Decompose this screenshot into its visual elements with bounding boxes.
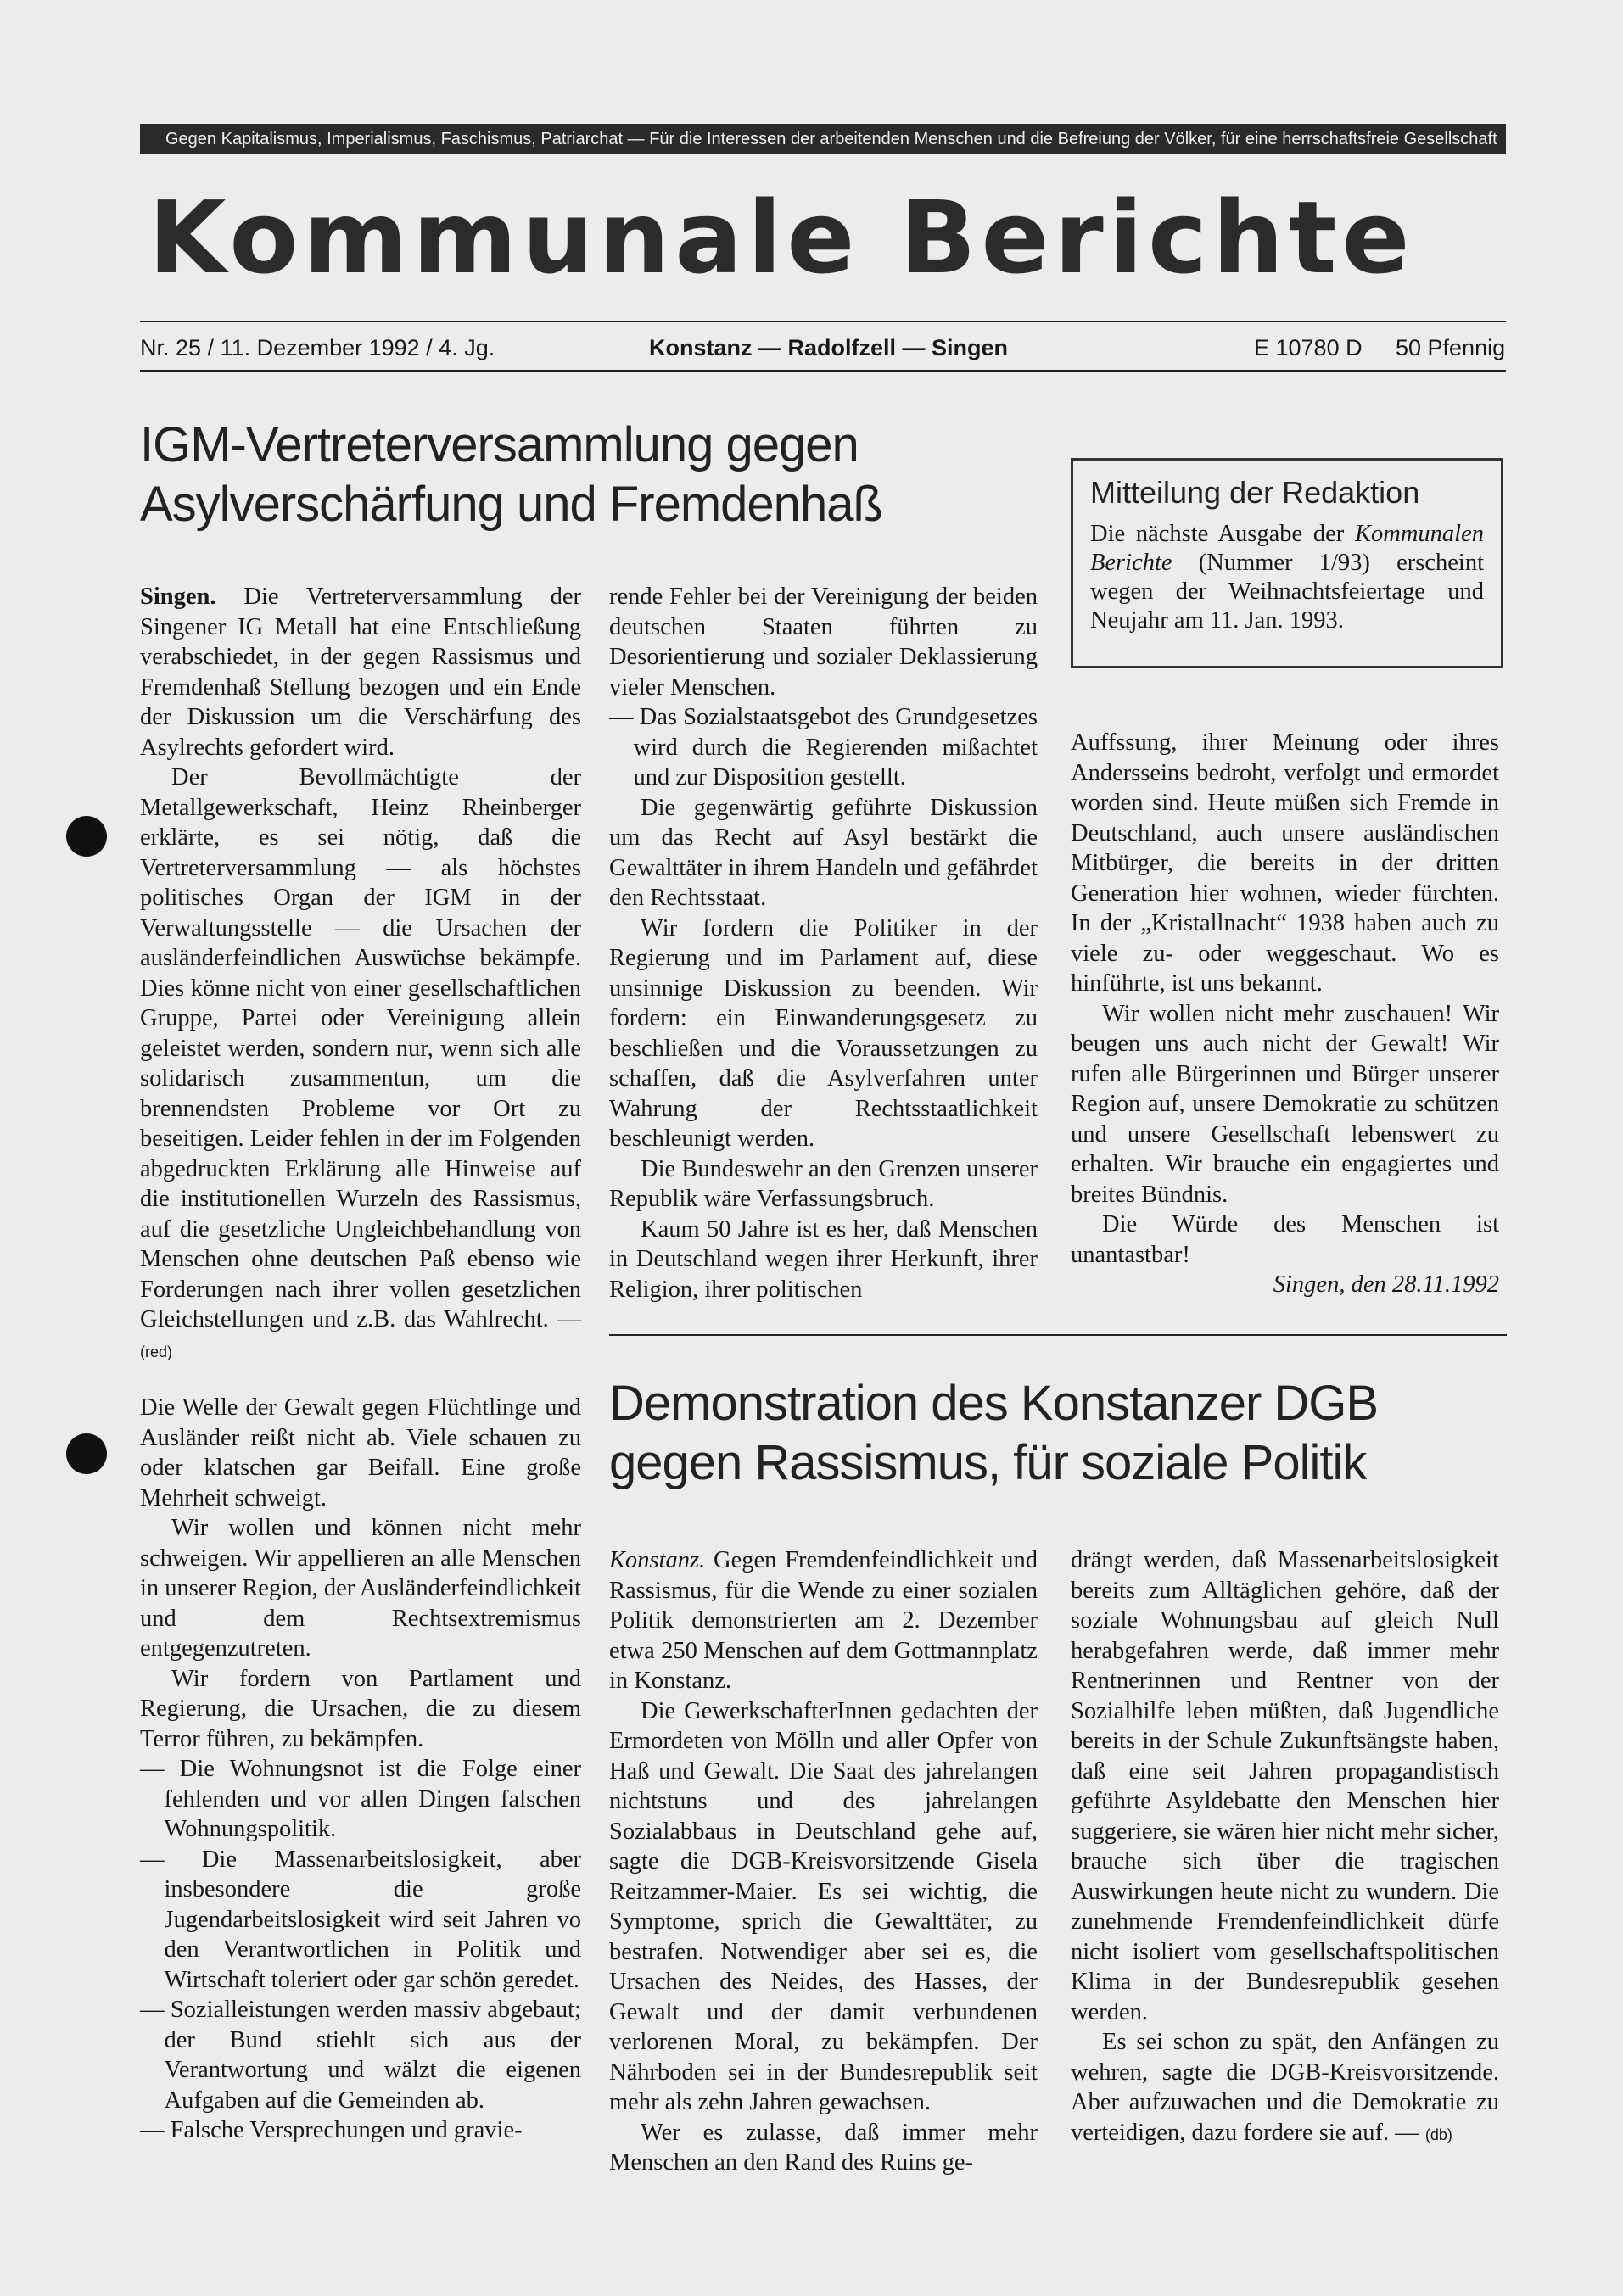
paragraph: Wir fordern von Partlament und Regierung, die Ursachen, die zu diesem Terror führen, zu bekämpfen. — [140, 1665, 581, 1752]
article1-column1 — [140, 582, 581, 2146]
paragraph — [140, 763, 581, 1367]
paragraph: Die Bundeswehr an den Grenzen unserer Republik wäre Verfassungsbruch. — [609, 1155, 1038, 1212]
paragraph: — Falsche Versprechungen und gravie- — [140, 2117, 523, 2143]
paragraph: Wir fordern die Politiker in der Regierung und im Parlament auf, diese unsinnige Diskussion zu beenden. Wir fordern: ein Einwanderungsgesetz zu beschließen und die Voraussetzungen zu schaffen, daß die Asylverfahren unter Wahrung der Rechtsstaatlichkeit beschleunigt werden. — [609, 914, 1038, 1152]
paragraph: Die Würde des Menschen ist unantastbar! — [1071, 1211, 1499, 1268]
paragraph: Wer es zulasse, daß immer mehr Menschen an den Rand des Ruins ge- — [609, 2119, 1038, 2176]
article2-column2 — [1071, 1545, 1499, 2150]
slogan-bar: Gegen Kapitalismus, Imperialismus, Faschismus, Patriarchat — Für die Interessen der arbeitenden Menschen und die Befreiung der Völker, für eine herrschaftsfreie Gesellschaft — [140, 124, 1506, 154]
notice-text-post: (Nummer 1/93) erscheint wegen der Weihnachtsfeiertage und Neujahr am 11. Jan. 1993. — [1090, 550, 1484, 634]
article2-headline-line1: Demonstration des Konstanzer DGB — [609, 1376, 1379, 1431]
paragraph: — Sozialleistungen werden massiv abgebaut; der Bund stiehlt sich aus der Verantwortung und wälzt die eigenen Aufgaben auf die Gemeinden ab. — [140, 1997, 581, 2114]
article1-column3 — [1071, 728, 1499, 1300]
paragraph: Die GewerkschafterInnen gedachten der Ermordeten von Mölln und aller Opfer von Haß und Gewalt. Die Saat des jahrelangen nichtstuns und des jahrelangen Sozialabbaus in Deutschland gehe auf, sagte die DGB-Kreisvorsitzende Gisela Reitzammer-Maier. Es sei wichtig, die Symptome, sprich die Gewalttäter, zu bestrafen. Notwendiger aber sei es, die Ursachen des Neides, des Hasses, der Gewalt und der damit verbundenen verlorenen Moral, zu bekämpfen. Der Nährboden sei in der Bundesrepublik seit mehr als zehn Jahren gewachsen. — [609, 1697, 1038, 2115]
article1-intro-text: Die Vertreterversammlung der Singener IG Metall hat eine Entschließung verabschiedet, in der gegen Rassismus und Fremdenhaß Stellung bezogen und ein Ende der Diskussion um die Verschärfung des Asylrechts gefordert wird. — [140, 584, 581, 761]
price-info: 50 Pfennig — [1396, 335, 1506, 360]
notice-title: Mitteilung der Redaktion — [1090, 475, 1420, 510]
article1-dateline: Singen. — [140, 584, 216, 610]
rule-under-info — [140, 370, 1506, 372]
author-tag: (db) — [1424, 2126, 1452, 2143]
paragraph: drängt werden, daß Massenarbeitslosigkeit bereits zum Alltäglichen gehöre, daß der soziale Wohnungsbau auf gleich Null herabgefahren werde, daß immer mehr Rentnerinnen und Rentner von der Sozialhilfe leben müßten, daß Jugendliche bereits in der Schule Zukunftsängste haben, daß eine seit Jahren propagandistisch geführte Asyldebatte den Menschen hier suggeriere, sie wären hier nicht mehr sicher, brauche sich über die tragischen Auswirkungen heute nicht zu wundern. Die zunehmende Fremdenfeindlichkeit dürfe nicht isoliert vom gesellschaftspolitischen Klima in der Bundesrepublik gesehen werden. — [1071, 1547, 1499, 2025]
notice-text-italic: Kommunalen Berichte — [1090, 521, 1484, 576]
paragraph: Die Welle der Gewalt gegen Flüchtlinge und Ausländer reißt nicht ab. Viele schauen zu oder klatschen gar Beifall. Eine große Mehrheit schweigt. — [140, 1394, 581, 1511]
binder-hole-bottom — [66, 1433, 107, 1474]
rule-top — [140, 321, 1506, 322]
paragraph: Wir wollen und können nicht mehr schweigen. Wir appellieren an alle Menschen in unserer Region, der Ausländerfeindlichkeit und dem Rechtsextremismus entgegenzutreten. — [140, 1515, 581, 1662]
paragraph: — Die Massenarbeitslosigkeit, aber insbesondere die große Jugendarbeitslosigkeit wird seit Jahren vo den Verantwortlichen in Politik und Wirtschaft toleriert oder gar schön geredet. — [140, 1846, 581, 1993]
notice-text-pre: Die nächste Ausgabe der — [1090, 521, 1355, 547]
paragraph: rende Fehler bei der Vereinigung der beiden deutschen Staaten führten zu Desorientierung und sozialer Deklassierung vieler Menschen. — [609, 584, 1038, 701]
paragraph-text: Der Bevollmächtigte der Metallgewerkschaft, Heinz Rheinberger erklärte, es sei nötig, daß die Vertreterversammlung — als höchstes politisches Organ der IGM in der Verwaltungsstelle — die Ursachen der ausländerfeindlichen Auswüchse bekämpfe. Dies könne nicht von einer gesellschaftlichen Gruppe, Partei oder Vereinigung allein geleistet werden, sondern nur, wenn sich alle solidarisch zusammentun, um die brennendsten Probleme vor Ort zu beseitigen. Leider fehlen in der im Folgenden abgedruckten Erklärung alle Hinweise auf die institutionellen Wurzeln des Rassismus, auf die gesetzliche Ungleichbehandlung von Menschen ohne deutschen Paß ebenso wie Forderungen nach ihrer vollen gesetzlichen Gleichstellungen und z.B. das Wahlrecht. — — [140, 764, 581, 1332]
article1-intro — [140, 582, 581, 763]
article2-dateline: Konstanz. — [609, 1547, 706, 1573]
paragraph: — Die Wohnungsnot ist die Folge einer fehlenden und vor allen Dingen falschen Wohnungspolitik. — [140, 1756, 581, 1842]
postal-code: E 10780 D — [1254, 335, 1363, 360]
article2-intro — [609, 1545, 1038, 1696]
paragraph: Die gegenwärtig geführte Diskussion um das Recht auf Asyl bestärkt die Gewalttäter in ihrem Handeln und gefährdet den Rechtsstaat. — [609, 794, 1038, 911]
paragraph — [1071, 2027, 1499, 2150]
editorial-notice-box — [1071, 458, 1503, 668]
article1-headline-line2: Asylverschärfung und Fremdenhaß — [140, 477, 882, 532]
notice-text — [1090, 520, 1484, 635]
paragraph: Wir wollen nicht mehr zuschauen! Wir beugen uns auch nicht der Gewalt! Wir rufen alle Bürgerinnen und Bürger unserer Region auf, unsere Demokratie zu schützen und unsere Gesellschaft lebenswert zu erhalten. Wir brauche ein engagiertes und breites Bündnis. — [1071, 1000, 1499, 1208]
rule-between-articles — [609, 1334, 1507, 1336]
paragraph-text: Es sei schon zu spät, den Anfängen zu wehren, sagte die DGB-Kreisvorsitzende. Aber aufzuwachen und die Demokratie zu verteidigen, dazu fordere sie auf. — — [1071, 2029, 1499, 2146]
paragraph: Auffssung, ihrer Meinung oder ihres Andersseins bedroht, verfolgt und ermordet worden sind. Heute müßen sich Fremde in Deutschland, auch unsere ausländischen Mitbürger, die bereits in der dritten Generation hier wohnen, wieder fürchten. In der „Kristallnacht“ 1938 haben auch zu viele zu- oder weggeschaut. Wo es hinführte, ist uns bekannt. — [1071, 729, 1499, 997]
author-tag: (red) — [140, 1343, 173, 1360]
article1-headline-line1: IGM-Vertreterversammlung gegen — [140, 417, 859, 472]
article2-headline-line2: gegen Rassismus, für soziale Politik — [609, 1435, 1367, 1490]
article2-column1 — [609, 1545, 1038, 2178]
binder-hole-top — [66, 816, 107, 857]
article1-headline — [140, 416, 1039, 534]
article2-headline — [609, 1374, 1508, 1493]
masthead-title: Kommunale Berichte — [148, 179, 1415, 296]
signature-date: Singen, den 28.11.1992 — [1273, 1271, 1499, 1298]
article1-column2 — [609, 582, 1038, 1304]
paragraph: — Das Sozialstaatsgebot des Grundgesetzes wird durch die Regierenden mißachtet und zur Disposition gestellt. — [609, 704, 1038, 790]
article2-intro-text: Gegen Fremdenfeindlichkeit und Rassismus, für die Wende zu einer sozialen Politik demonstrierten am 2. Dezember etwa 250 Menschen auf dem Gottmannplatz in Konstanz. — [609, 1547, 1038, 1694]
cities-info: Konstanz — Radolfzell — Singen — [649, 335, 1009, 360]
issue-info: Nr. 25 / 11. Dezember 1992 / 4. Jg. — [140, 335, 495, 360]
paragraph: Kaum 50 Jahre ist es her, daß Menschen in Deutschland wegen ihrer Herkunft, ihrer Religion, ihrer politischen — [609, 1215, 1038, 1303]
